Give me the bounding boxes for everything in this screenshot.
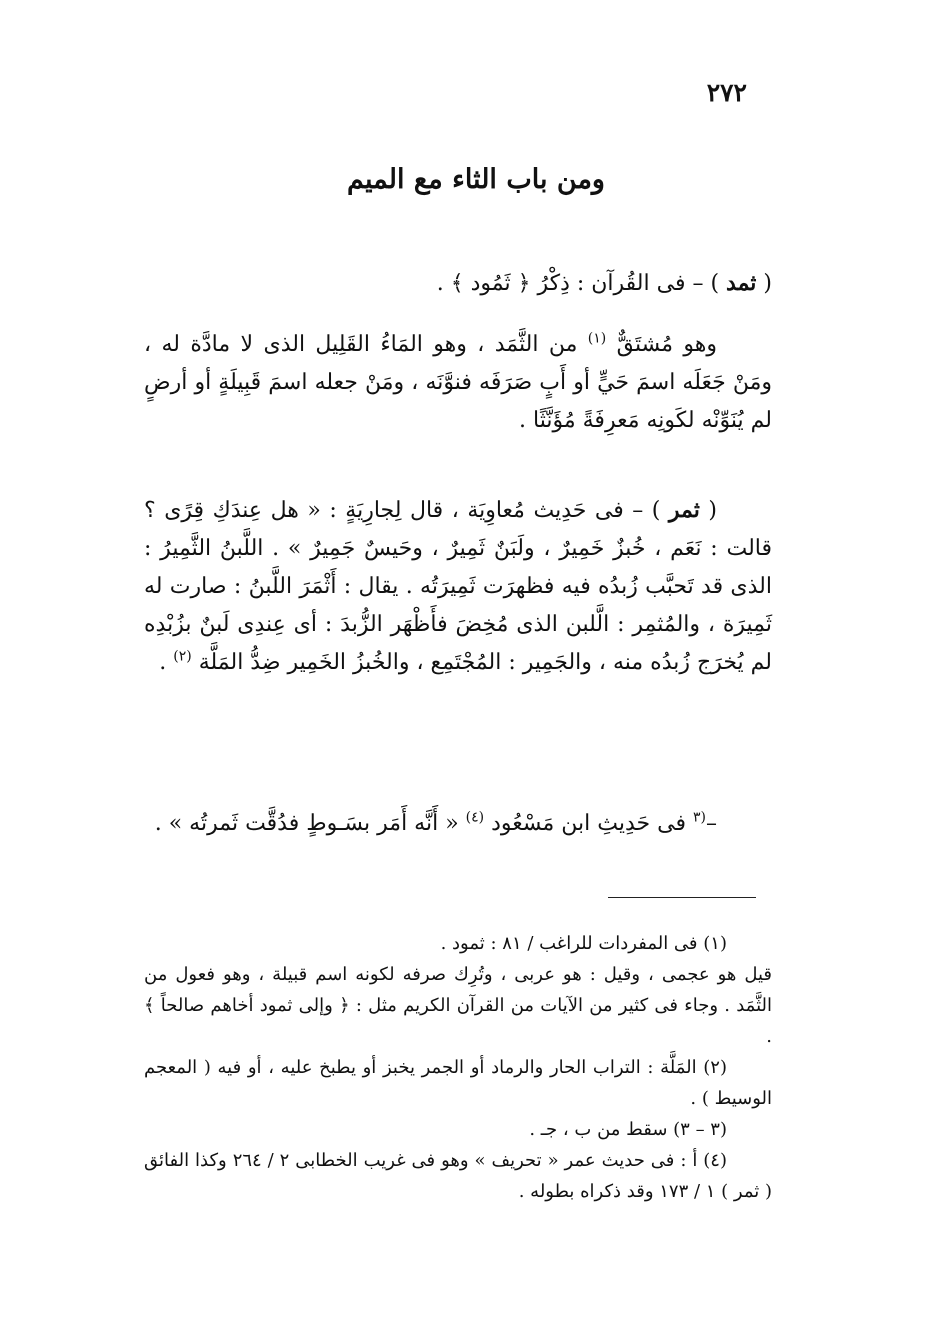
footnote-divider <box>608 897 756 898</box>
entry-thamad-explanation-paragraph <box>144 326 772 440</box>
entry-thamar-end: . <box>159 650 167 675</box>
entry-thamad <box>144 264 772 303</box>
entry-thamar-text: – فى حَدِيث مُعاوِيَة ، قال لِجارِيَةٍ : « هل عِندَكِ قِرًى ؟ قالت : نَعَم ، خُبزٌ خَمِيرٌ ، ولَبَنٌ ثَمِيرٌ ، وحَيسٌ جَمِيرٌ » . اللَّبنُ الثَّمِيرُ : الذى قد تَحبَّب زُبدُه فيه فظهرَت ثَمِيرَتُه . يقال : أَثْمَرَ اللَّبنُ : صارت له ثَمِيرَة ، والمُثمِر : الَّلبن الذى مُخِضَ فأَظْهَر الزُّبدَ : أى عِندِى لَبنٌ بزُبْدِه لم يُخرَج زُبدُه منه ، والجَمِير : المُجْتَمِع ، والخُبزُ الخَمِير ضِدُّ المَلَّة <box>144 498 772 675</box>
explanation-text-start: وهو مُشتَقٌّ <box>616 332 718 357</box>
entry-dash: – <box>706 811 717 836</box>
headword-thamad: ثمد <box>726 270 757 296</box>
entry-thamad-text: – فى القُرآن : ذِكْرُ ﴿ ثَمُود ﴾ . <box>436 271 704 296</box>
entry-ibn-masud <box>144 805 772 843</box>
footnote-1-continuation: قيل هو عجمى ، وقيل : هو عربى ، وتُرِك صرفه لكونه اسم قبيلة ، وهو فعول من الثَّمَد . وجاء فى كثير من الآيات من القرآن الكريم مثل : ﴿ وإلى ثمود أخاهم صالحاً ﴾ . <box>144 964 773 1047</box>
footnote-4: (٤) أ : فى حديث عمر « تحريف » وهو فى غريب الخطابى ٢ / ٢٦٤ وكذا الفائق ( ثمر ) ١ / ١٧٣ وقد ذكراه بطوله . <box>144 1150 772 1202</box>
page-number: ٢٧٢ <box>706 78 747 107</box>
chapter-title: ومن باب الثاء مع الميم <box>347 164 605 195</box>
entry-thamar-paragraph: ( ثمر ) – فى حَدِيث مُعاوِيَة ، قال لِجارِيَةٍ : « هل عِندَكِ قِرًى ؟ قالت : نَعَم ، خُبزٌ خَمِيرٌ ، ولَبَنٌ ثَمِيرٌ ، وحَيسٌ جَمِيرٌ » . اللَّبنُ الثَّمِيرُ : الذى قد تَحبَّب زُبدُه فيه فظهرَت ثَمِيرَتُه . يقال : أَثْمَرَ اللَّبنُ : صارت له ثَمِيرَة ، والمُثمِر : الَّلبن الذى مُخِضَ فأَظْهَر الزُّبدَ : أى عِندِى لَبنٌ بزُبْدِه لم يُخرَج زُبدُه منه ، والجَمِير : المُجْتَمِع ، والخُبزُ الخَمِير ضِدُّ المَلَّة $^{(٢)}$ . <box>144 497 772 675</box>
explanation-text-rest: من الثَّمَد ، وهو المَاءُ القَلِيل الذى لا مادَّة له ، ومَنْ جَعَلَه اسمَ حَيٍّ أو أَبٍ صَرَفَه فنوَّنَه ، ومَنْ جعله اسمَ قَبِيلَةٍ أو أرضٍ لم يُنَوِّنْه لكَونِه مَعرِفَةً مُؤَنَّثًا . <box>144 332 772 433</box>
entry-thamar <box>144 491 772 682</box>
entry-ibn-masud-line <box>144 805 772 843</box>
footnote-mark-4: (٤) <box>465 809 485 826</box>
entry-thamad-line: ( ثمد ) – فى القُرآن : ذِكْرُ ﴿ ثَمُود ﴾ . <box>436 270 772 296</box>
entry-ibn-masud-quote: « أَنَّه أَمَر بسَـوطٍ فدُقَّت ثَمرتُه » . <box>154 811 459 836</box>
footnote-mark-2: (٢) <box>173 648 192 665</box>
headword-thamar: ثمر <box>668 497 700 523</box>
entry-ibn-masud-text: فى حَدِيثِ ابن مَسْعُود <box>491 811 686 836</box>
entry-thamad-explanation <box>144 326 772 440</box>
footnote-mark-3: (٣ <box>693 809 706 826</box>
footnote-1: (١) فى المفردات للراغب / ٨١ : ثمود . <box>440 933 727 954</box>
footnote-mark-1: (١) <box>587 330 607 347</box>
footnotes <box>144 928 772 1207</box>
footnote-2: (٢) المَلَّة : التراب الحار والرماد أو الجمر يخبز أو يطبخ عليه ، أو فيه ( المعجم الوسيط ) . <box>144 1057 772 1109</box>
footnote-3: (٣ – ٣) سقط من ب ، جـ . <box>529 1119 727 1140</box>
